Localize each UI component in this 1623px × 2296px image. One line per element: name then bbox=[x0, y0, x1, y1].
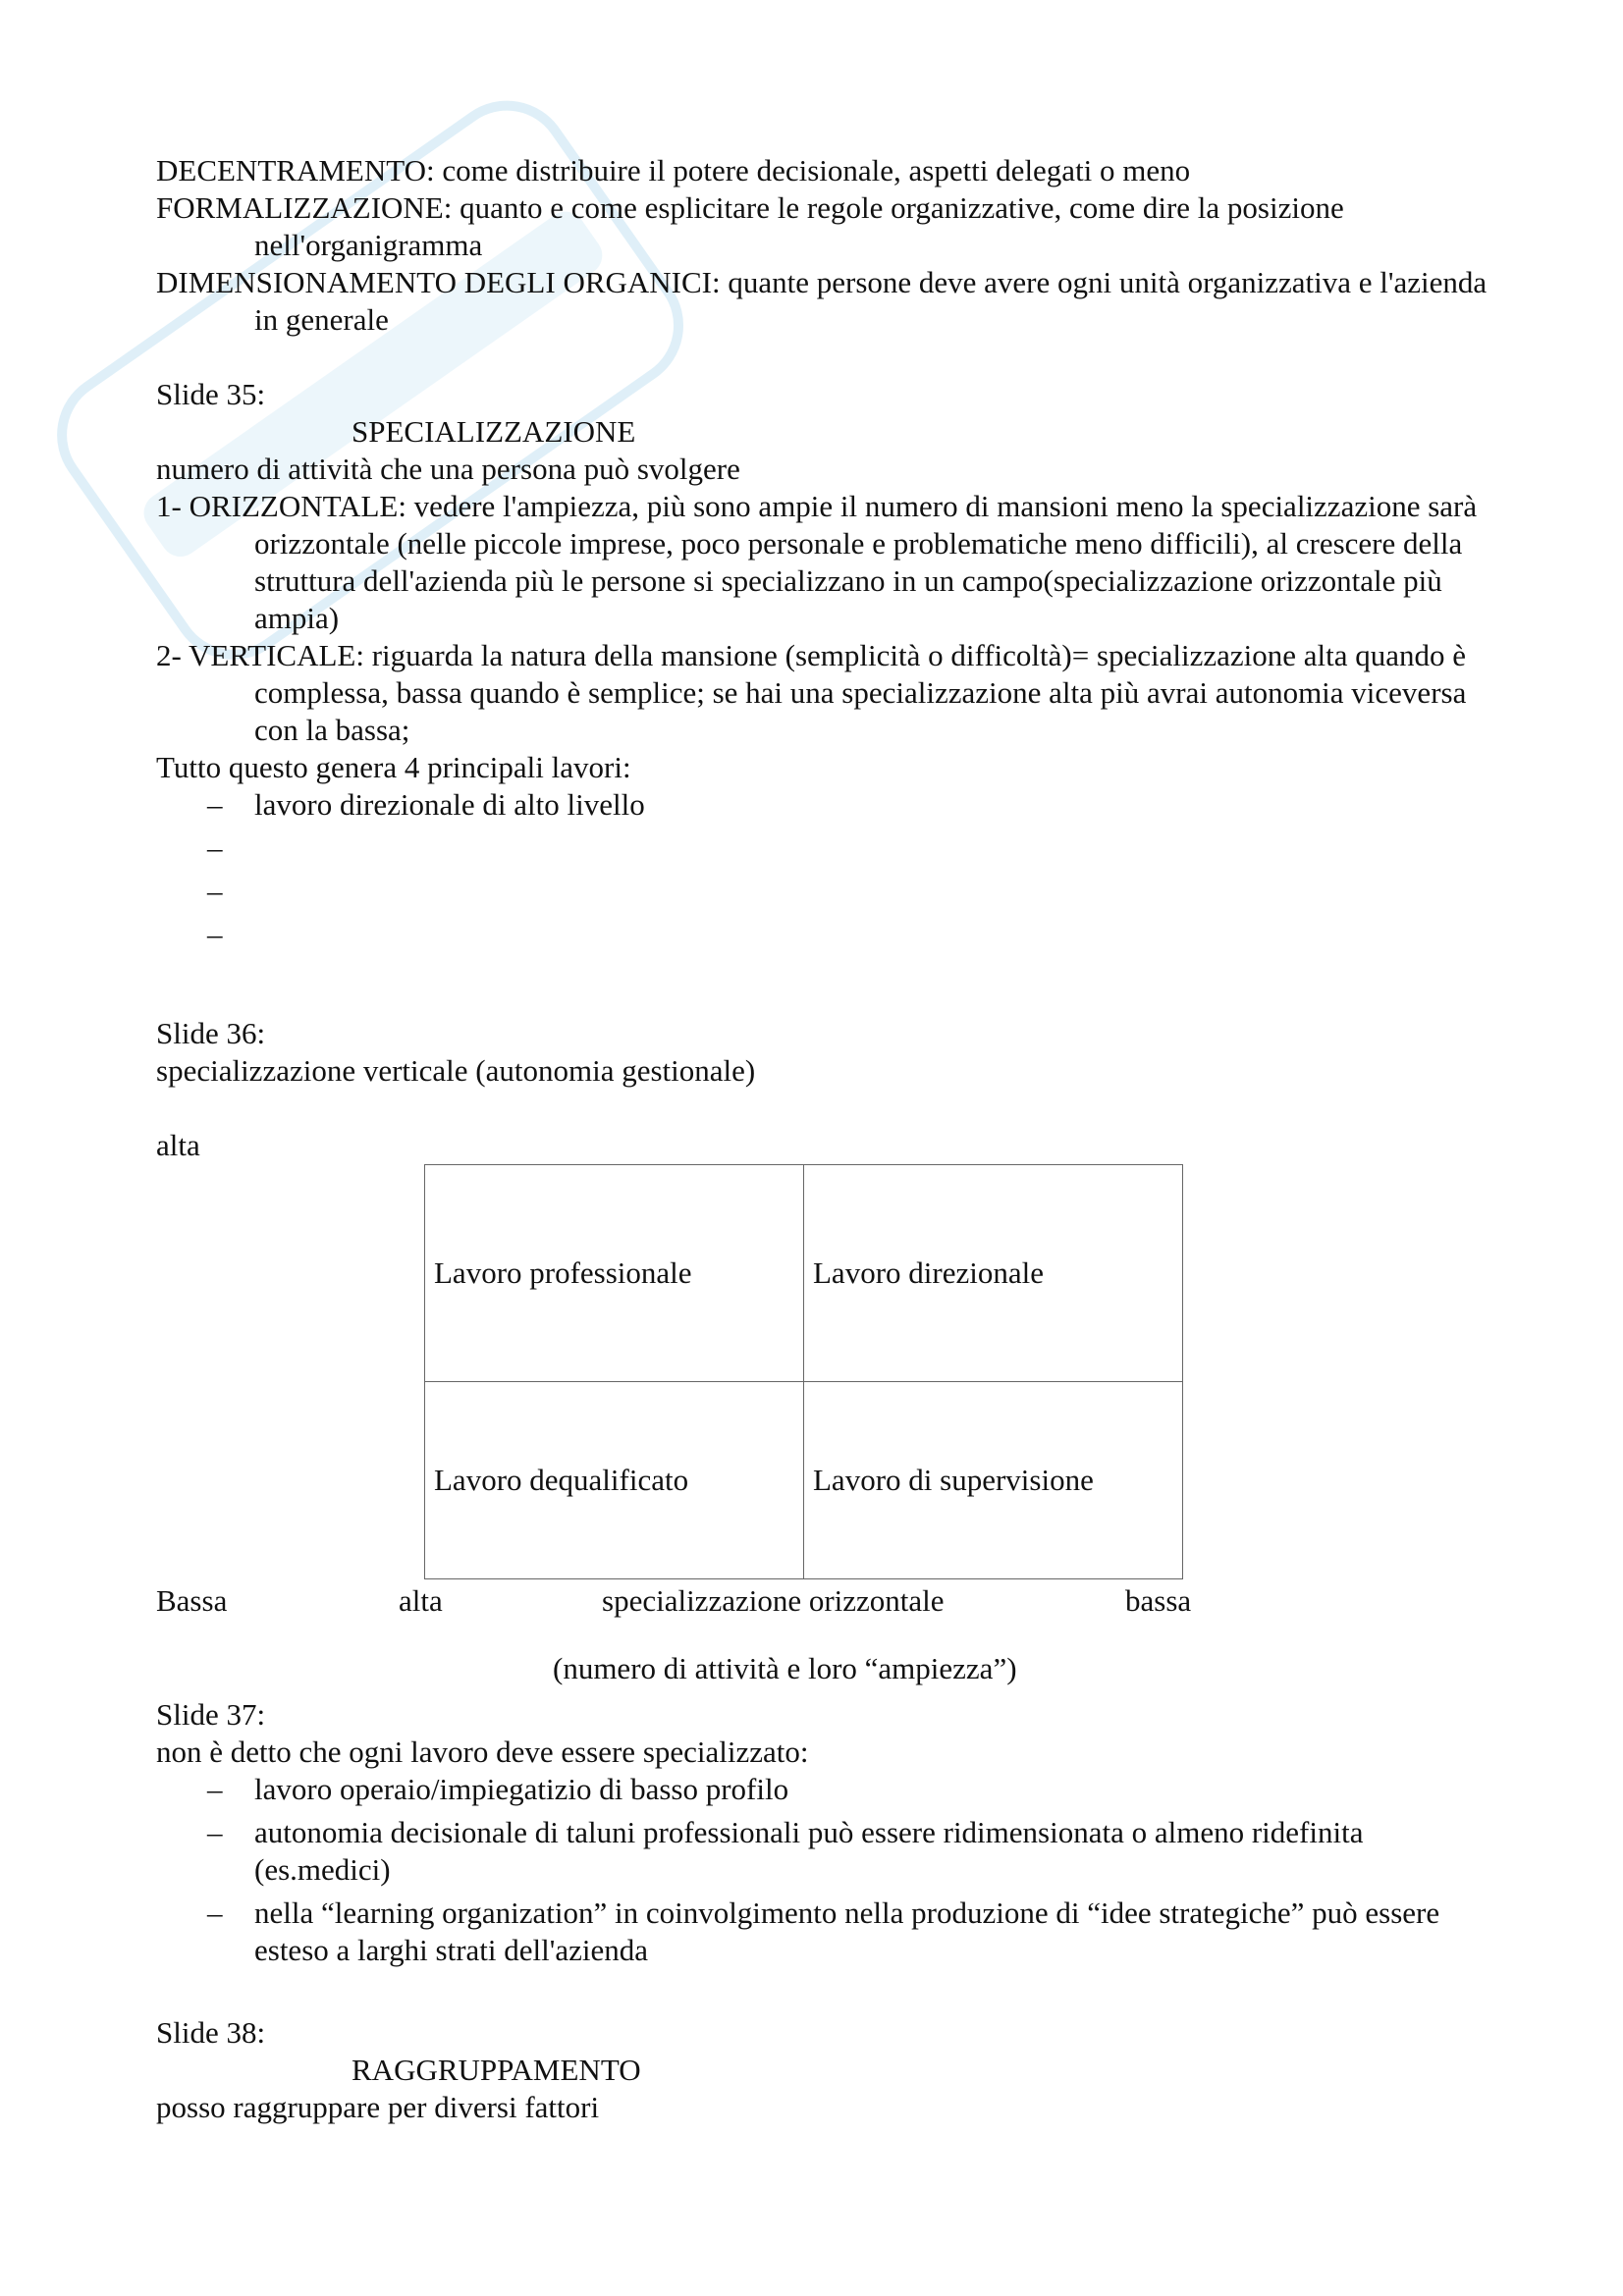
document-page bbox=[156, 152, 1491, 959]
slide-36-y-axis-label: specializzazione verticale (autonomia gestionale) bbox=[156, 1053, 756, 1088]
matrix-cell-professionale: Lavoro professionale bbox=[425, 1165, 804, 1382]
slide-35-definition: numero di attività che una persona può svolgere bbox=[156, 452, 740, 486]
list-item-text: lavoro operaio/impiegatizio di basso profilo bbox=[254, 1772, 789, 1806]
intro-line-dimensionamento: DIMENSIONAMENTO DEGLI ORGANICI: quante persone deve avere ogni unità organizzativa e l'azienda in generale bbox=[156, 265, 1488, 337]
x-axis-left-label: Bassa bbox=[156, 1583, 228, 1618]
slide-35-list bbox=[156, 786, 1491, 953]
list-item bbox=[156, 829, 1491, 867]
slide-35-section bbox=[156, 376, 1491, 953]
list-item bbox=[156, 873, 1491, 910]
list-item bbox=[156, 1895, 1491, 1969]
slide-35-point-orizzontale: 1- ORIZZONTALE: vedere l'ampiezza, più sono ampie il numero di mansioni meno la specializzazione sarà orizzontale (nelle piccole imprese, poco personale e problematiche meno difficili), al crescere della struttura dell'azienda più le persone si specializzano in un campo(specializzazione orizzontale più ampia) bbox=[156, 489, 1478, 635]
dash-bullet: – bbox=[207, 1772, 223, 1806]
x-axis-sublabel: (numero di attività e loro “ampiezza”) bbox=[553, 1651, 1017, 1685]
slide-37-intro: non è detto che ogni lavoro deve essere specializzato: bbox=[156, 1735, 809, 1769]
slide-36-label: Slide 36: bbox=[156, 1016, 266, 1050]
list-item-text: nella “learning organization” in coinvolgimento nella produzione di “idee strategiche” può essere esteso a larghi strati dell'azienda bbox=[254, 1896, 1440, 1967]
slide-38-label: Slide 38: bbox=[156, 2015, 266, 2050]
slide-37-section bbox=[156, 1696, 1491, 1975]
list-item bbox=[156, 786, 1491, 824]
dash-bullet: – bbox=[207, 917, 223, 951]
slide-35-list-intro: Tutto questo genera 4 principali lavori: bbox=[156, 750, 631, 784]
matrix-cell-supervisione: Lavoro di supervisione bbox=[804, 1382, 1183, 1579]
list-item-text: lavoro direzionale di alto livello bbox=[254, 787, 645, 822]
slide-36-y-high: alta bbox=[156, 1128, 200, 1162]
x-axis-row bbox=[156, 1582, 1236, 1620]
intro-line-formalizzazione: FORMALIZZAZIONE: quanto e come esplicitare le regole organizzative, come dire la posizione nell'organigramma bbox=[156, 190, 1344, 262]
x-axis-label: specializzazione orizzontale bbox=[602, 1583, 945, 1618]
intro-line-decentramento: DECENTRAMENTO: come distribuire il potere decisionale, aspetti delegati o meno bbox=[156, 153, 1191, 187]
dash-bullet: – bbox=[207, 1896, 223, 1930]
slide-37-list bbox=[156, 1771, 1491, 1969]
specialization-matrix bbox=[424, 1164, 1183, 1579]
slide-38-text: posso raggruppare per diversi fattori bbox=[156, 2090, 600, 2124]
slide-35-title: SPECIALIZZAZIONE bbox=[352, 414, 636, 449]
slide-38-title: RAGGRUPPAMENTO bbox=[352, 2053, 641, 2087]
list-item bbox=[156, 1771, 1491, 1808]
slide-37-label: Slide 37: bbox=[156, 1697, 266, 1732]
matrix-cell-dequalificato: Lavoro dequalificato bbox=[425, 1382, 804, 1579]
x-axis-low: bassa bbox=[1125, 1583, 1192, 1618]
dash-bullet: – bbox=[207, 874, 223, 908]
dash-bullet: – bbox=[207, 830, 223, 865]
list-item bbox=[156, 916, 1491, 953]
slide-35-label: Slide 35: bbox=[156, 377, 266, 411]
matrix-cell-direzionale: Lavoro direzionale bbox=[804, 1165, 1183, 1382]
dash-bullet: – bbox=[207, 787, 223, 822]
slide-35-point-verticale: 2- VERTICALE: riguarda la natura della mansione (semplicità o difficoltà)= specializzazione alta quando è complessa, bassa quando è semplice; se hai una specializzazione alta più avrai autonomia viceversa con la bassa; bbox=[156, 638, 1467, 747]
intro-section bbox=[156, 152, 1491, 339]
list-item-text: autonomia decisionale di taluni professionali può essere ridimensionata o almeno ridefinita (es.medici) bbox=[254, 1815, 1364, 1887]
list-item bbox=[156, 1814, 1491, 1889]
x-axis-high: alta bbox=[399, 1583, 443, 1618]
dash-bullet: – bbox=[207, 1815, 223, 1849]
